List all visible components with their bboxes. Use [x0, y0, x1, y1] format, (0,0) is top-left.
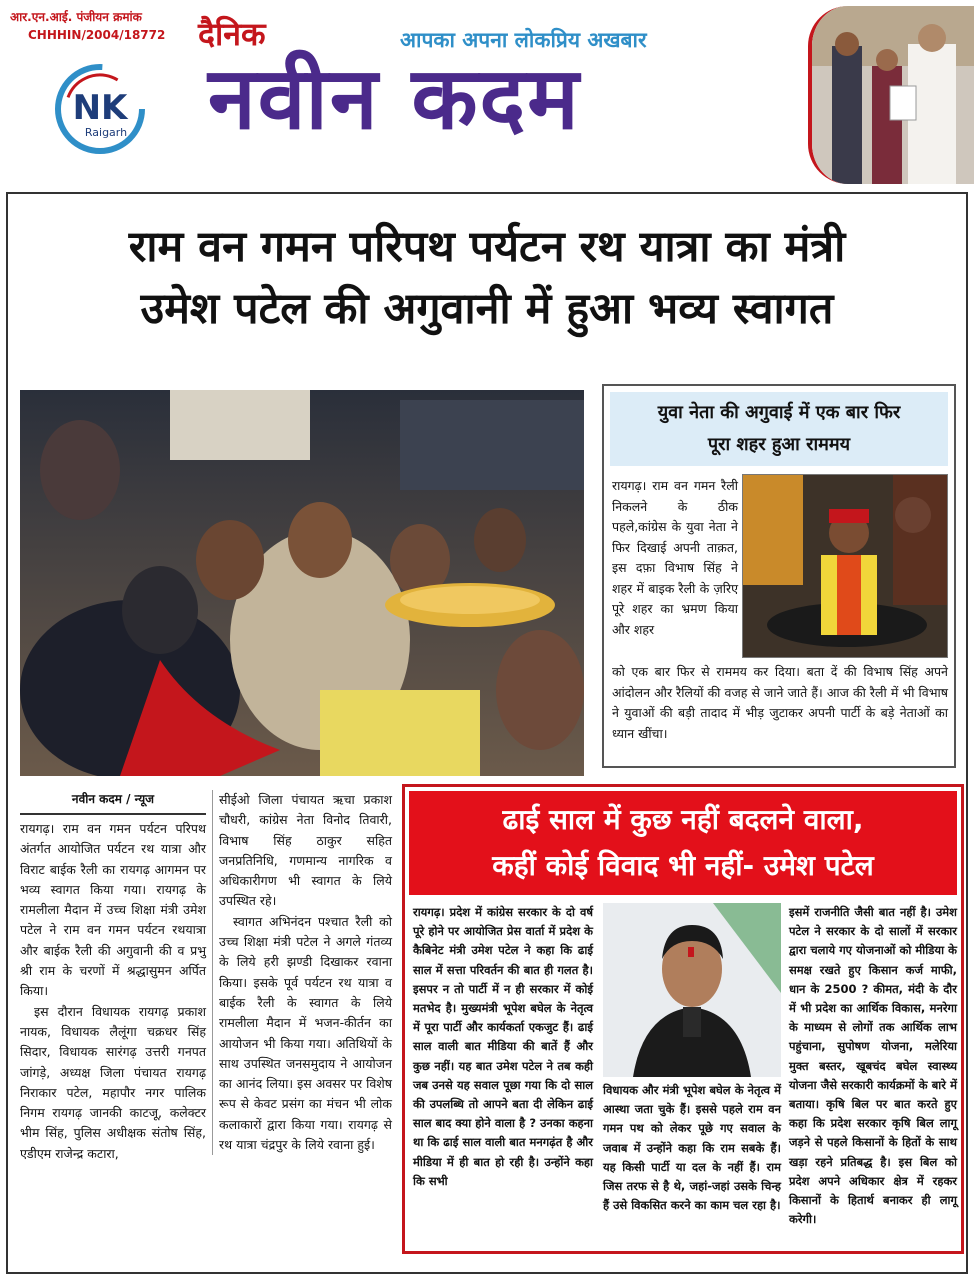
sidebar-headline: [610, 392, 948, 466]
daily-label: दैनिक: [198, 15, 266, 53]
headline-line-2: उमेश पटेल की अगुवानी में हुआ भव्य स्वागत: [140, 284, 834, 334]
masthead: [0, 0, 974, 190]
sidebar-headline-line-1: युवा नेता की अगुवाई में एक बार फिर: [657, 402, 901, 423]
registration-number: CHHHIN/2004/18772: [28, 28, 166, 42]
logo-city: Raigarh: [84, 126, 128, 139]
masthead-photo: [808, 6, 974, 184]
article-column-2: [212, 790, 392, 1155]
logo-text: NK: [72, 88, 128, 128]
red-story-headline: [409, 791, 957, 895]
column-1-para-2: इस दौरान विधायक रायगढ़ प्रकाश नायक, विधायक लैलूंगा चक्रधर सिंह सिदार, विधायक सारंगढ़ उत्तरी गनपत जांगड़े, अध्यक्ष जिला पंचायत रायगढ़ निराकार पटेल, महापौर नगर पालिक निगम रायगढ़ जानकी काटजू, कलेक्टर भीम सिंह, पुलिस अधीक्षक संतोष सिंह, एडीएम राजेन्द्र कटारा,: [20, 1003, 206, 1161]
sidebar-text-top: रायगढ़। राम वन गमन रैली निकलने के ठीक पहले,कांग्रेस के युवा नेता ने फिर दिखाई अपनी ताक़त, इस दफ़ा विभाष सिंह ने शहर में बाइक रैली के ज़रिए पूरे शहर का भ्रमण किया और शहर: [612, 478, 738, 637]
red-headline-line-1: ढाई साल में कुछ नहीं बदलने वाला,: [502, 803, 864, 836]
tagline: आपका अपना लोकप्रिय अखबार: [400, 28, 647, 52]
sidebar-headline-line-2: पूरा शहर हुआ राममय: [707, 434, 851, 455]
column-1-para-1: रायगढ़। राम वन गमन पर्यटन परिपथ अंतर्गत आयोजित पर्यटन रथ यात्रा और विराट बाईक रैली का रायगढ़ आगमन पर भव्य स्वागत किया गया। रायगढ़ के रामलीला मैदान में उच्च शिक्षा मंत्री उमेश पटेल ने राम वन गमन पर्यटन रथयात्रा और बाईक रैली की अगुवानी की व प्रभु श्री राम के चरणों में श्रद्धासुमन अर्पित किया।: [20, 821, 206, 999]
nk-logo-icon: [50, 62, 150, 156]
portrait-photo: [603, 903, 781, 1077]
sidebar-text-bottom: को एक बार फिर से राममय कर दिया। बता दें की विभाष सिंह अपने आंदोलन और रैलियों की वजह से जाने जाते हैं। आज की रैली में भी विभाष ने युवाओं की बड़ी तादाद में भीड़ जुटाकर अपनी पार्टी के बड़े नेताओं का ध्यान खींचा।: [612, 664, 948, 741]
byline: नवीन कदम / न्यूज: [20, 790, 206, 815]
red-story-column-1: रायगढ़। प्रदेश में कांग्रेस सरकार के दो वर्ष पूरे होने पर आयोजित प्रेस वार्ता में प्रदेश के कैबिनेट मंत्री उमेश पटेल ने कहा कि ढाई साल में सत्ता परिवर्तन की बात ही गलत है। इसपर न तो पार्टी में न ही सरकार में कोई मतभेद है। मुख्यमंत्री भूपेश बघेल के नेतृत्व में पूरा पार्टी और कार्यकर्ता एकजुट हैं। ढाई साल वाली बात मीडिया की बातें हैं और कुछ नहीं। यह बात उमेश पटेल ने तब कही जब उनसे यह सवाल पूछा गया कि दो साल की उपलब्धि तो आपने बता दी लेकिन ढाई साल बाद क्या होने वाला है ? उनका कहना था कि ढाई साल वाली बात मनगढ़ंत है और मीडिया में ही बात हो रही है। उन्होंने कहा कि सभी: [413, 905, 593, 1188]
registration-label: आर.एन.आई. पंजीयन क्रमांक: [10, 10, 142, 24]
red-story-column-3: इसमें राजनीति जैसी बात नहीं है। उमेश पटेल ने सरकार के दो सालों में सरकार द्वारा चलाये गए योजनाओं को मीडिया के समक्ष रखते हुए किसान कर्ज माफी, धान के 2500 ? कीमत, मंदी के दौर में भी प्रदेश का आर्थिक विकास, मनरेगा के माध्यम से लोगों तक आर्थिक लाभ पहुंचाना, सुपोषण योजना, मलेरिया मुक्त बस्तर, खूबचंद बघेल स्वास्थ्य योजना जैसे सरकारी कार्यक्रमों के बारे में बताया। कृषि बिल पर बात करते हुए कहा कि प्रदेश सरकार कृषि बिल लागू जड़ने से पहले किसानों के हितों के साथ खड़ा रहने प्रतिबद्ध है। इस बिल को प्रदेश अपने अधिकार क्षेत्र में रहकर किसानों के हितार्थ बनाकर ही लागू करेगी।: [789, 905, 957, 1227]
sidebar-photo: [742, 474, 948, 658]
column-2-para-1: सीईओ जिला पंचायत ऋचा प्रकाश चौधरी, कांग्रेस नेता विनोद तिवारी, विभाष सिंह ठाकुर सहित जनप्रतिनिधि, गणमान्य नागरिक व अधिकारीगण भी स्वागत के लिये उपस्थित रहे।: [219, 792, 392, 909]
column-2-para-2: स्वागत अभिनंदन पश्चात रैली को उच्च शिक्षा मंत्री पटेल ने अगले गंतव्य के लिये हरी झण्डी दिखाकर रवाना किया। इसके पूर्व पर्यटन रथ यात्रा व बाईक रैली के स्वागत के लिये रामलीला मैदान में भजन-कीर्तन का आयोजन भी किया गया। अतिथियों के साथ उपस्थित जनसमुदाय ने आयोजन का आनंद लिया। इस अवसर पर विशेष रूप से केवट प्रसंग का मंचन भी लोक कलाकारों द्वारा किया गया। रायगढ़ से रथ यात्रा चंद्रपुर के लिये रवाना हुई।: [219, 913, 392, 1153]
main-photo: [20, 390, 584, 776]
article-frame: [6, 192, 968, 1274]
main-headline: [8, 216, 966, 340]
article-column-1: [20, 790, 206, 1164]
red-story-column-2: विधायक और मंत्री भूपेश बघेल के नेतृत्व में आस्था जता चुके हैं। इससे पहले राम वन गमन पथ को लेकर पूछे गए सवाल के जवाब में उन्होंने कहा कि राम सबके हैं। यह किसी पार्टी या दल के नहीं हैं। राम जिस तरफ से है थे, जहां-जहां उसके चिन्ह हैं उसे विकसित करने का काम चल रहा है।: [603, 1083, 781, 1213]
sidebar-story: [602, 384, 956, 768]
newspaper-name: नवीन कदम: [208, 49, 581, 149]
headline-line-1: राम वन गमन परिपथ पर्यटन रथ यात्रा का मंत्री: [128, 222, 846, 272]
red-headline-line-2: कहीं कोई विवाद भी नहीं- उमेश पटेल: [492, 849, 874, 882]
red-story: [402, 784, 964, 1254]
